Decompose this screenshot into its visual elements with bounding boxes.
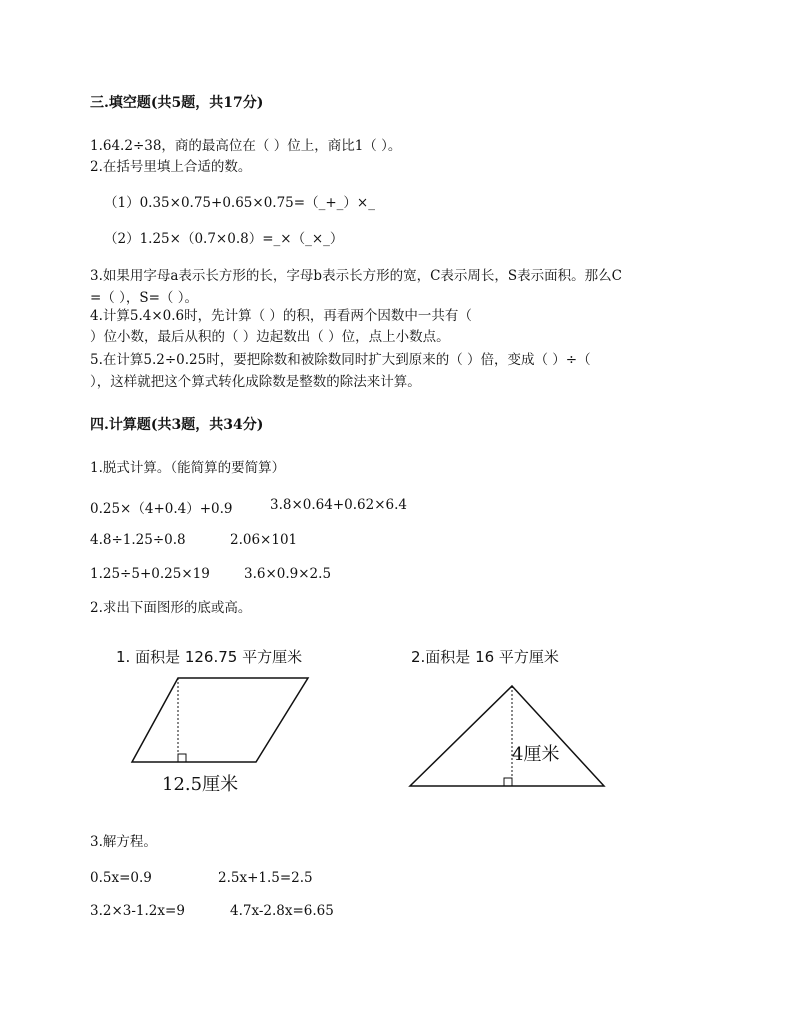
question-3-3-line1: 3.如果用字母a表示长方形的长，字母b表示长方形的宽，C表示周长，S表示面积。那么C	[90, 268, 622, 284]
section4-title: 四.计算题(共3题，共34分)	[90, 417, 264, 433]
question-4-3: 3.解方程。	[90, 834, 157, 850]
question-3-5-line1: 5.在计算5.2÷0.25时，要把除数和被除数同时扩大到原来的（ ）倍，变成（ ）÷（	[90, 352, 591, 368]
triangle-shape	[410, 686, 604, 786]
question-3-2: 2.在括号里填上合适的数。	[90, 159, 252, 175]
question-4-2: 2.求出下面图形的底或高。	[90, 600, 252, 616]
parallelogram-shape	[132, 678, 308, 762]
equation: 2.5x+1.5=2.5	[218, 870, 313, 886]
parallelogram-figure	[120, 670, 320, 800]
base-length-label: 12.5厘米	[162, 774, 239, 795]
equation: 3.2×3-1.2x=9	[90, 903, 185, 919]
right-angle-mark	[178, 754, 186, 762]
question-4-1: 1.脱式计算。（能简算的要简算）	[90, 460, 286, 476]
section3-title: 三.填空题(共5题，共17分)	[90, 95, 264, 111]
figure2-caption: 2.面积是 16 平方厘米	[411, 648, 559, 666]
calc-expression: 4.8÷1.25÷0.8	[90, 532, 186, 548]
calc-expression: 3.8×0.64+0.62×6.4	[270, 497, 407, 513]
triangle-figure	[400, 678, 620, 798]
equation: 4.7x-2.8x=6.65	[230, 903, 334, 919]
calc-expression: 0.25×（4+0.4）+0.9	[90, 501, 233, 517]
right-angle-mark	[504, 778, 512, 786]
height-label: 4厘米	[512, 744, 560, 765]
figure1-caption: 1. 面积是 126.75 平方厘米	[116, 648, 303, 666]
calc-expression: 1.25÷5+0.25×19	[90, 566, 210, 582]
calc-expression: 2.06×101	[230, 532, 298, 548]
question-3-2-part2: （2）1.25×（0.7×0.8）=_×（_×_）	[104, 231, 344, 247]
question-3-3-line2: =（ ），S=（ ）。	[90, 290, 198, 306]
calc-expression: 3.6×0.9×2.5	[244, 566, 332, 582]
question-3-4-line2: ）位小数，最后从积的（ ）边起数出（ ）位，点上小数点。	[90, 329, 450, 345]
question-3-5-line2: ），这样就把这个算式转化成除数是整数的除法来计算。	[90, 374, 421, 390]
equation: 0.5x=0.9	[90, 870, 152, 886]
question-3-2-part1: （1）0.35×0.75+0.65×0.75=（_+_）×_	[104, 195, 375, 211]
question-3-4-line1: 4.计算5.4×0.6时，先计算（ ）的积，再看两个因数中一共有（	[90, 308, 472, 324]
question-3-1: 1.64.2÷38，商的最高位在（ ）位上，商比1（ ）。	[90, 138, 402, 154]
